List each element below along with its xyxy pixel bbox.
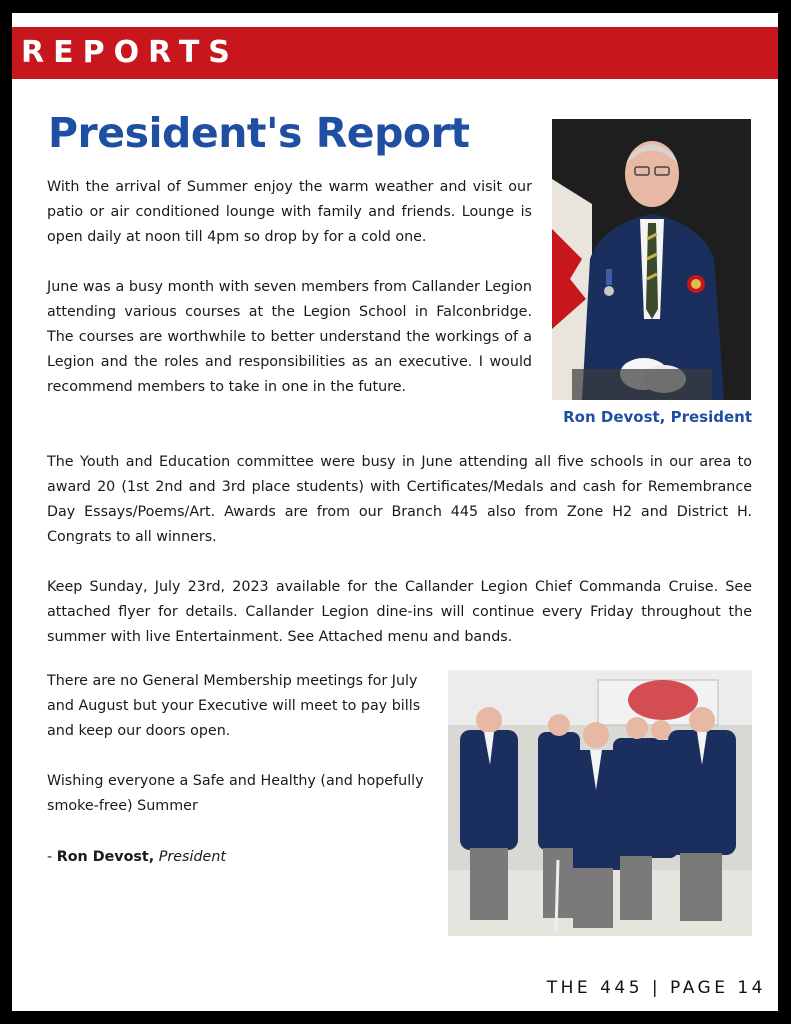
page-footer: THE 445 | PAGE 14 [546,978,766,998]
paragraph-cruise: Keep Sunday, July 23rd, 2023 available for the Callander Legion Chief Commanda Cruise. See attached flyer for details. Callander Legion dine-ins will continue every Friday throughout the summer with live Entertainment. See Attached menu and bands. [47,579,752,645]
group-photo-illustration [448,670,752,936]
paragraph-youth-education: The Youth and Education committee were busy in June attending all five schools in our area to award 20 (1st 2nd and 3rd place students) with Certificates/Medals and cash for Remembrance Day Essays/Poems/Art. Awards are from our Branch 445 also from Zone H2 and District H. Congrats to all winners. [47,454,752,545]
president-photo [552,119,751,400]
paragraph-courses: June was a busy month with seven members from Callander Legion attending various courses at the Legion School in Falconbridge. The courses are worthwhile to better understand the workings of a Legion and the roles and responsibilities as an executive. I would recommend members to take in one in the future. [47,279,532,395]
paragraph-wishes: Wishing everyone a Safe and Healthy (and hopefully smoke-free) Summer [47,773,424,814]
paragraph-meetings: There are no General Membership meetings for July and August but your Executive will meet to pay bills and keep our doors open. [47,673,421,739]
president-photo-caption: Ron Devost, President [563,408,752,426]
group-photo [448,670,752,936]
article-title: President's Report [48,109,470,157]
signature [47,845,425,870]
section-label: REPORTS [21,35,239,70]
signature-prefix: - [47,849,57,865]
section-banner [12,27,778,79]
signature-name: Ron Devost, [56,849,155,865]
president-photo-illustration [552,119,751,400]
signature-role: President [158,849,226,865]
paragraph-summer: With the arrival of Summer enjoy the warm weather and visit our patio or air conditioned lounge with family and friends. Lounge is open daily at noon till 4pm so drop by for a cold one. [47,179,532,245]
page [12,13,778,1011]
